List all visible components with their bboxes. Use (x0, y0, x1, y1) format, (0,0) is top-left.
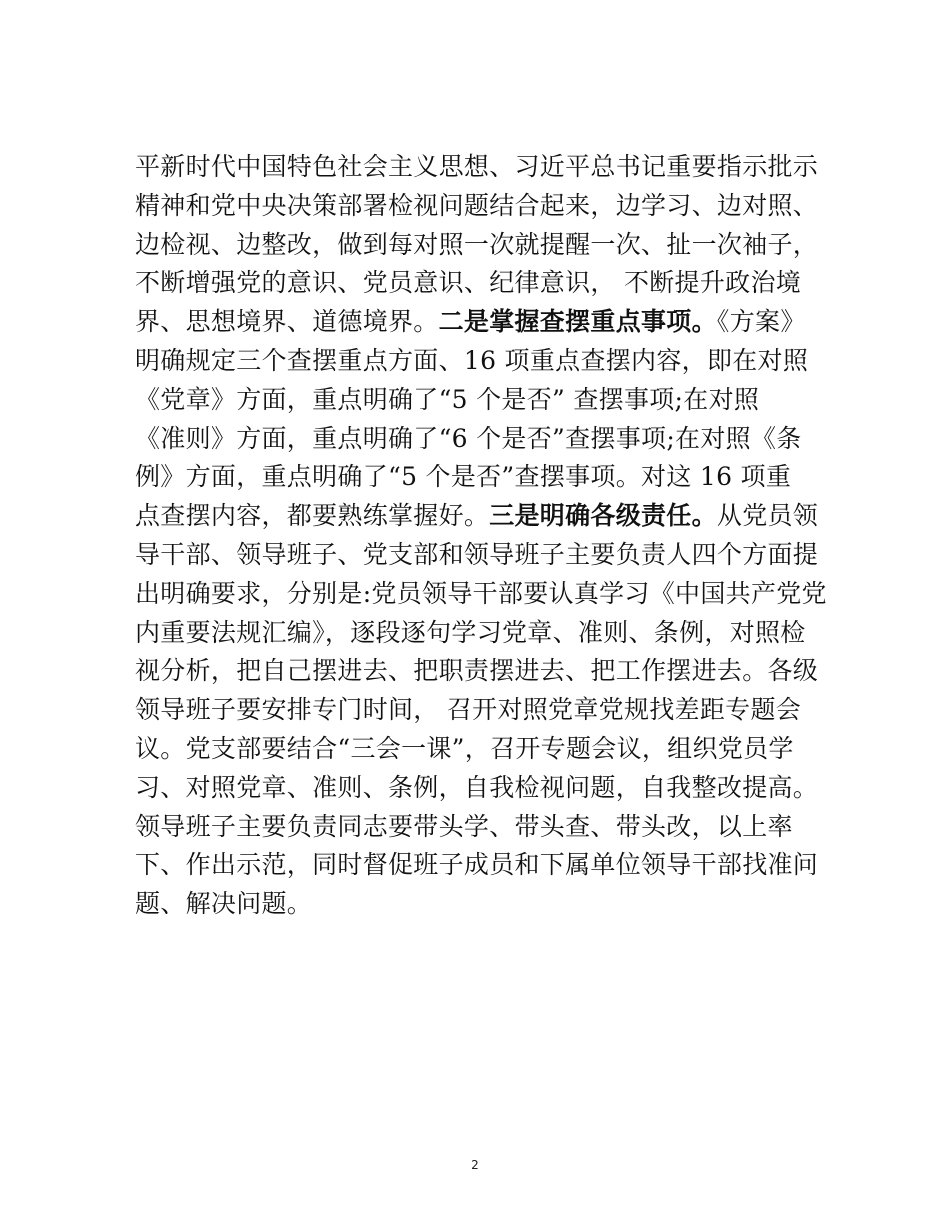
text-run: 精神和党中央决策部署检视问题结合起来，边学习、边对照、 (135, 190, 819, 220)
emphasized-text: 三是明确各级责任。 (489, 501, 717, 531)
text-run: 议。党支部要结合“三会一课”，召开专题会议，组织党员学 (135, 733, 794, 763)
text-line (135, 187, 835, 226)
text-run: 领导班子主要负责同志要带头学、带头查、带头改，以上率 (135, 811, 793, 841)
text-line (135, 652, 835, 691)
text-run: 出明确要求，分别是:党员领导干部要认真学习《中国共产党党 (135, 578, 827, 608)
text-run: 界、思想境界、道德境界。 (135, 307, 439, 337)
text-line (135, 497, 835, 536)
text-run: 下、作出示范，同时督促班子成员和下属单位领导干部找准问 (135, 850, 819, 880)
text-line (135, 342, 835, 381)
body-text (135, 148, 835, 924)
text-line (135, 303, 835, 342)
text-line (135, 458, 835, 497)
text-run: 视分析，把自己摆进去、把职责摆进去、把工作摆进去。各级 (135, 656, 819, 686)
text-run: 《方案》 (716, 307, 806, 337)
text-run: 题、解决问题。 (135, 889, 313, 919)
text-line (135, 691, 835, 730)
text-line (135, 536, 835, 575)
text-line (135, 148, 835, 187)
text-run: 从党员领 (716, 501, 819, 531)
text-run: 例》方面，重点明确了“5 个是否”查摆事项。对这 16 项重 (135, 462, 792, 492)
text-line (135, 730, 835, 769)
text-line (135, 885, 835, 924)
text-run: 《准则》方面，重点明确了“6 个是否”查摆事项;在对照《条 (135, 423, 802, 453)
text-run: 领导班子要安排专门时间， 召开对照党章党规找差距专题会 (135, 695, 802, 725)
text-run: 明确规定三个查摆重点方面、16 项重点查摆内容，即在对照 (135, 345, 809, 375)
text-line (135, 381, 835, 420)
emphasized-text: 二是掌握查摆重点事项。 (438, 307, 717, 337)
text-line (135, 614, 835, 653)
text-run: 内重要法规汇编》，逐段逐句学习党章、准则、条例，对照检 (135, 617, 806, 647)
text-run: 不断增强党的意识、党员意识、纪律意识， 不断提升政治境 (135, 268, 802, 298)
text-line (135, 846, 835, 885)
text-run: 《党章》方面，重点明确了“5 个是否” 查摆事项;在对照 (135, 384, 760, 414)
text-run: 习、对照党章、准则、条例，自我检视问题，自我整改提高。 (135, 772, 819, 802)
text-line (135, 575, 835, 614)
text-line (135, 769, 835, 808)
text-line (135, 808, 835, 847)
page-number: 2 (471, 1158, 479, 1172)
text-run: 边检视、边整改，做到每对照一次就提醒一次、扯一次袖子， (135, 229, 819, 259)
text-run: 导干部、领导班子、党支部和领导班子主要负责人四个方面提 (135, 539, 819, 569)
text-run: 点查摆内容，都要熟练掌握好。 (135, 501, 490, 531)
text-run: 平新时代中国特色社会主义思想、习近平总书记重要指示批示 (135, 152, 819, 181)
text-line (135, 226, 835, 265)
text-line (135, 264, 835, 303)
text-line (135, 420, 835, 459)
